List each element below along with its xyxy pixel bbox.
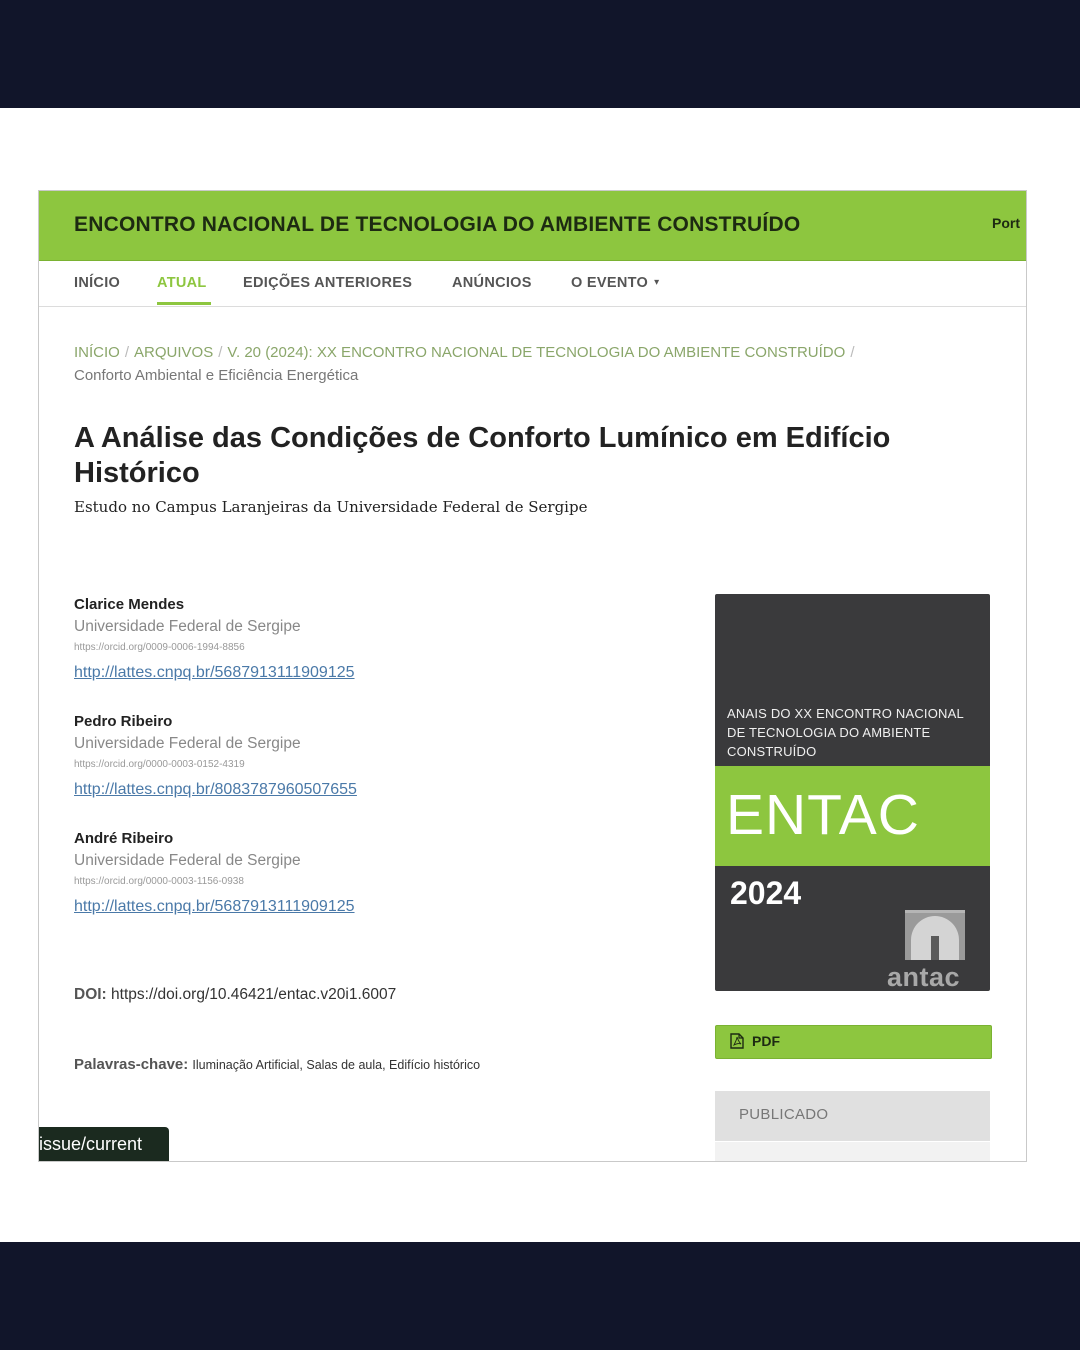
keywords-label: Palavras-chave: bbox=[74, 1056, 189, 1073]
cover-brand: antac bbox=[887, 962, 961, 991]
issue-cover-image[interactable] bbox=[715, 594, 990, 991]
language-switcher[interactable]: Port bbox=[992, 215, 1020, 231]
author-name: André Ribeiro bbox=[74, 830, 174, 847]
breadcrumb-current: Conforto Ambiental e Eficiência Energética bbox=[74, 367, 359, 384]
nav-active-indicator bbox=[157, 302, 211, 305]
keywords-line bbox=[74, 1056, 480, 1073]
main-nav bbox=[39, 261, 1026, 307]
antac-logo-icon bbox=[905, 910, 965, 960]
breadcrumb-separator: / bbox=[124, 344, 130, 361]
author-entry bbox=[74, 596, 634, 682]
author-name: Clarice Mendes bbox=[74, 596, 185, 613]
cover-event-name: ENTAC bbox=[726, 783, 920, 847]
status-bar-url-tooltip bbox=[39, 1127, 169, 1161]
chevron-down-icon: ▾ bbox=[654, 277, 660, 288]
breadcrumb-home[interactable]: INÍCIO bbox=[74, 344, 120, 361]
author-orcid[interactable]: https://orcid.org/0000-0003-0152-4319 bbox=[74, 759, 245, 770]
keywords-value: Iluminação Artificial, Salas de aula, Edifício histórico bbox=[192, 1058, 481, 1072]
pdf-file-icon bbox=[730, 1033, 744, 1049]
breadcrumb-issue[interactable]: V. 20 (2024): XX ENCONTRO NACIONAL DE TECNOLOGIA DO AMBIENTE CONSTRUÍDO bbox=[227, 344, 846, 361]
site-header bbox=[39, 191, 1026, 261]
site-title[interactable]: ENCONTRO NACIONAL DE TECNOLOGIA DO AMBIENTE CONSTRUÍDO bbox=[74, 213, 801, 236]
author-affiliation: Universidade Federal de Sergipe bbox=[74, 735, 301, 752]
pdf-button-label: PDF bbox=[752, 1033, 780, 1049]
author-affiliation: Universidade Federal de Sergipe bbox=[74, 852, 301, 869]
nav-item-edicoes-anteriores[interactable]: EDIÇÕES ANTERIORES bbox=[243, 275, 413, 291]
nav-item-o-evento[interactable] bbox=[571, 275, 659, 291]
bottom-frame-bar bbox=[0, 1242, 1080, 1350]
author-affiliation: Universidade Federal de Sergipe bbox=[74, 618, 301, 635]
status-url-text: issue/current bbox=[39, 1134, 143, 1154]
doi-label: DOI: bbox=[74, 986, 107, 1003]
author-lattes-link[interactable]: http://lattes.cnpq.br/8083787960507655 bbox=[74, 781, 357, 798]
author-orcid[interactable]: https://orcid.org/0009-0006-1994-8856 bbox=[74, 642, 245, 653]
breadcrumb-separator: / bbox=[218, 344, 223, 361]
breadcrumb-separator: / bbox=[850, 344, 855, 361]
pdf-download-button[interactable] bbox=[715, 1025, 992, 1059]
doi-link[interactable]: https://doi.org/10.46421/entac.v20i1.6007 bbox=[111, 986, 397, 1003]
author-name: Pedro Ribeiro bbox=[74, 713, 173, 730]
nav-item-inicio[interactable]: INÍCIO bbox=[74, 275, 121, 291]
author-orcid[interactable]: https://orcid.org/0000-0003-1156-0938 bbox=[74, 876, 244, 887]
doi-line bbox=[74, 986, 396, 1004]
cover-year: 2024 bbox=[730, 875, 802, 911]
page-title: A Análise das Condições de Conforto Lumínico em Edifício Histórico bbox=[74, 422, 891, 489]
published-section-header bbox=[715, 1091, 990, 1141]
nav-item-o-evento-label: O EVENTO bbox=[571, 275, 649, 291]
nav-item-atual[interactable]: ATUAL bbox=[157, 275, 207, 291]
nav-item-anuncios[interactable]: ANÚNCIOS bbox=[452, 275, 532, 291]
top-frame-bar bbox=[0, 0, 1080, 108]
author-lattes-link[interactable]: http://lattes.cnpq.br/5687913111909125 bbox=[74, 664, 355, 681]
browser-screenshot bbox=[38, 190, 1027, 1162]
cover-anais-text: ANAIS DO XX ENCONTRO NACIONAL DE TECNOLOGIA DO AMBIENTE CONSTRUÍDO bbox=[727, 706, 964, 759]
published-label: PUBLICADO bbox=[739, 1106, 829, 1123]
breadcrumb bbox=[74, 341, 934, 387]
author-entry bbox=[74, 713, 634, 799]
author-lattes-link[interactable]: http://lattes.cnpq.br/5687913111909125 bbox=[74, 898, 355, 915]
published-section-body bbox=[715, 1142, 990, 1162]
article-subtitle: Estudo no Campus Laranjeiras da Universidade Federal de Sergipe bbox=[74, 498, 588, 516]
author-entry bbox=[74, 830, 634, 916]
breadcrumb-archives[interactable]: ARQUIVOS bbox=[134, 344, 214, 361]
